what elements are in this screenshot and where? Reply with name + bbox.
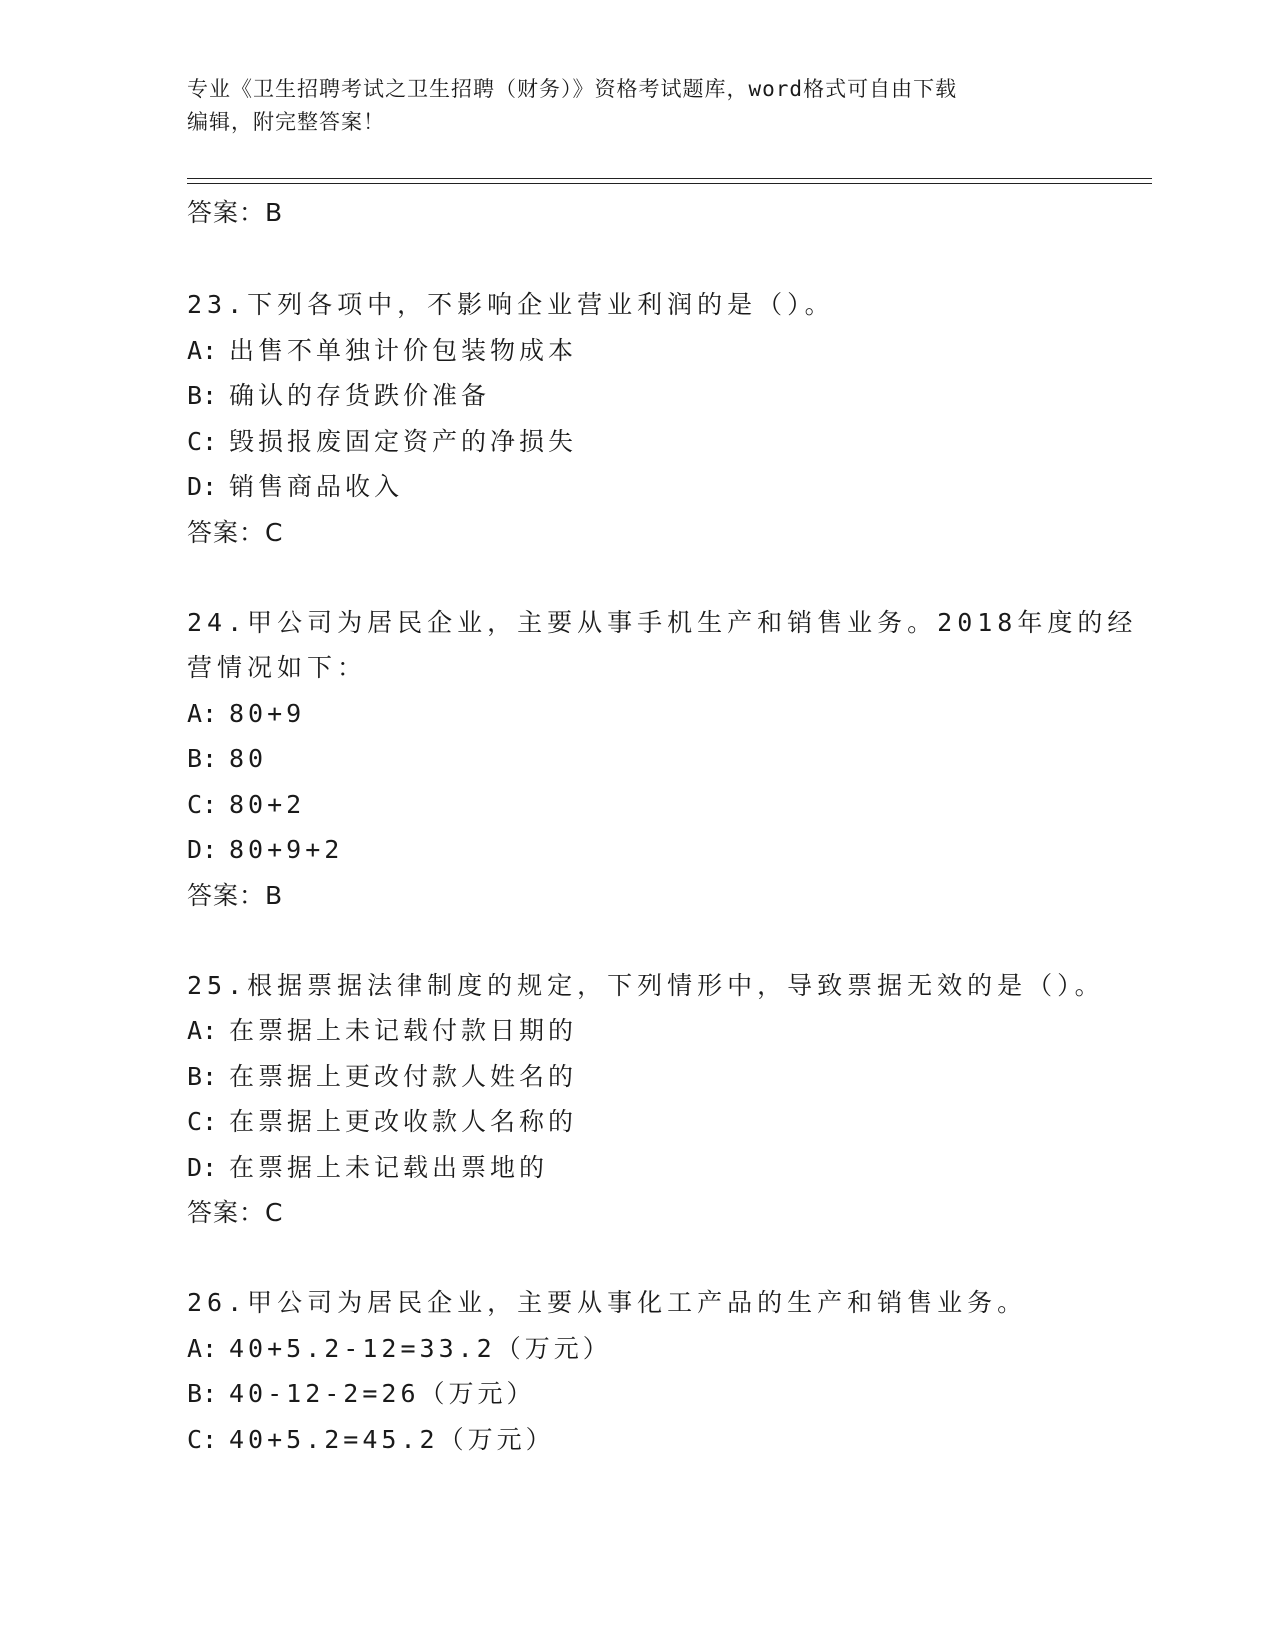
option-text: 在票据上更改收款人名称的 bbox=[229, 1107, 578, 1136]
option-letter: C: bbox=[187, 1107, 218, 1136]
option-letter: A: bbox=[187, 335, 218, 365]
question-text: 24.甲公司为居民企业，主要从事手机生产和销售业务。2018年度的经 bbox=[187, 607, 1138, 637]
document-page bbox=[187, 0, 1152, 1650]
option-text: 在票据上未记载付款日期的 bbox=[229, 1016, 578, 1045]
option-letter: A: bbox=[187, 1016, 218, 1045]
question-text: 营情况如下： bbox=[187, 653, 368, 682]
option-text: 确认的存货跌价准备 bbox=[229, 381, 491, 410]
option-letter: C: bbox=[187, 789, 218, 819]
option-letter: D: bbox=[187, 472, 218, 501]
option-text: 80+2 bbox=[229, 789, 306, 819]
question-text: 25.根据票据法律制度的规定，下列情形中，导致票据无效的是（）。 bbox=[187, 970, 1105, 1000]
option-text: 在票据上更改付款人姓名的 bbox=[229, 1061, 578, 1091]
question-text: 23.下列各项中，不影响企业营业利润的是（）。 bbox=[187, 290, 835, 319]
answer-option bbox=[187, 328, 1152, 374]
question-text: 26.甲公司为居民企业，主要从事化工产品的生产和销售业务。 bbox=[187, 1288, 1028, 1317]
answer-option bbox=[187, 419, 1152, 465]
question-gap bbox=[187, 1236, 1152, 1280]
answer-label: 答案：C bbox=[187, 1198, 284, 1227]
question-list bbox=[187, 188, 1152, 1462]
header-line-1: 专业《卫生招聘考试之卫生招聘（财务）》资格考试题库，word格式可自由下载 bbox=[187, 77, 958, 101]
question-gap bbox=[187, 919, 1152, 963]
header-rule-bottom bbox=[187, 183, 1152, 184]
document-header bbox=[187, 73, 1067, 139]
option-text: 在票据上未记载出票地的 bbox=[229, 1152, 549, 1182]
answer-option bbox=[187, 1008, 1152, 1054]
answer-option bbox=[187, 691, 1152, 737]
option-text: 80 bbox=[229, 744, 268, 773]
question-block bbox=[187, 963, 1152, 1237]
option-letter: D: bbox=[187, 835, 218, 864]
option-letter: B: bbox=[187, 1379, 218, 1408]
answer-option bbox=[187, 1417, 1152, 1463]
answer-option bbox=[187, 464, 1152, 510]
option-text: 40+5.2=45.2（万元） bbox=[229, 1424, 555, 1454]
option-letter: C: bbox=[187, 1424, 218, 1454]
option-letter: C: bbox=[187, 426, 218, 456]
option-letter: A: bbox=[187, 698, 218, 728]
option-text: 80+9+2 bbox=[229, 835, 344, 864]
answer-option bbox=[187, 1099, 1152, 1145]
header-rule-top bbox=[187, 178, 1152, 179]
answer-option bbox=[187, 827, 1152, 873]
option-text: 40-12-2=26（万元） bbox=[229, 1379, 536, 1408]
question-gap bbox=[187, 556, 1152, 600]
answer-option bbox=[187, 1054, 1152, 1100]
question-block bbox=[187, 1280, 1152, 1462]
question-gap bbox=[187, 238, 1152, 282]
answer-option bbox=[187, 373, 1152, 419]
option-letter: B: bbox=[187, 744, 218, 773]
option-text: 出售不单独计价包装物成本 bbox=[229, 335, 578, 365]
option-text: 销售商品收入 bbox=[229, 472, 404, 501]
answer-option bbox=[187, 782, 1152, 828]
answer-option bbox=[187, 736, 1152, 782]
answer-label: 答案：B bbox=[187, 880, 284, 910]
answer-option bbox=[187, 1326, 1152, 1372]
option-letter: A: bbox=[187, 1333, 218, 1363]
answer-option bbox=[187, 1145, 1152, 1191]
option-text: 毁损报废固定资产的净损失 bbox=[229, 426, 578, 456]
answer-label: 答案：B bbox=[187, 198, 284, 227]
question-block bbox=[187, 600, 1152, 919]
option-letter: B: bbox=[187, 381, 218, 410]
header-line-2: 编辑，附完整答案！ bbox=[187, 110, 385, 134]
option-text: 80+9 bbox=[229, 698, 306, 728]
option-text: 40+5.2-12=33.2（万元） bbox=[229, 1333, 612, 1363]
answer-label: 答案：C bbox=[187, 517, 284, 547]
option-letter: D: bbox=[187, 1152, 218, 1182]
answer-option bbox=[187, 1371, 1152, 1417]
option-letter: B: bbox=[187, 1061, 218, 1091]
question-block bbox=[187, 282, 1152, 556]
